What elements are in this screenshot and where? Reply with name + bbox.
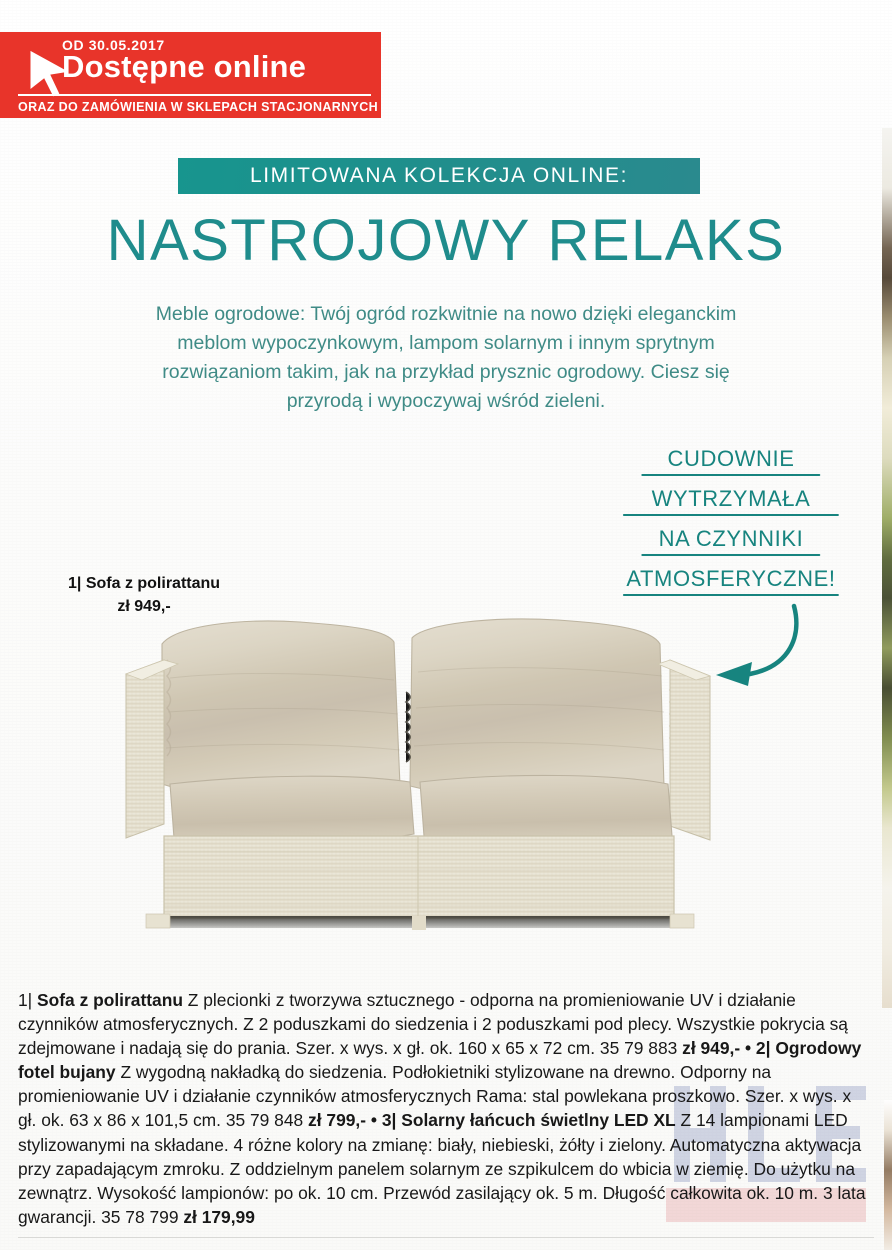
banner-main-label: Dostępne online: [62, 49, 307, 84]
product-caption-price: zł 949,-: [117, 598, 171, 616]
product-caption-name: 1| Sofa z polirattanu: [68, 575, 221, 592]
desc-3-index: 3|: [381, 1110, 397, 1131]
collection-bar: [178, 158, 700, 194]
right-edge-photo-bleed-lower: [884, 1100, 892, 1250]
desc-2-name: Ogrodowy fotel bujany: [18, 1038, 862, 1083]
callout-line-2: WYTRZYMAŁA: [616, 488, 846, 516]
bottom-divider: [18, 1237, 874, 1238]
callout-line-4: ATMOSFERYCZNE!: [616, 568, 846, 596]
desc-3-price: zł 179,99: [183, 1206, 255, 1227]
desc-3-body: Z 14 lampionami LED stylizowanymi na składane. 4 różne kolory na zmianę: biały, niebieski, żółty i zielony. Automatyczna aktywacja przy zapadającym zmroku. Z oddzielnym panelem solarnym ze szpikulcem do wbicia w ziemię. Do użytku na zewnątrz. Wysokość lampionów: po ok. 10 cm. Przewód zasilający ok. 5 m. Długość całkowita ok. 10 m. 3 lata gwarancji. 35 78 799: [18, 1110, 866, 1227]
banner-from-date: OD 30.05.2017: [62, 37, 165, 53]
desc-2-index: 2|: [755, 1038, 771, 1059]
desc-sep-1: •: [744, 1038, 752, 1059]
callout-line-3: NA CZYNNIKI: [616, 528, 846, 556]
desc-3-name: Solarny łańcuch świetlny LED XL: [401, 1110, 676, 1131]
banner-sub-label: ORAZ DO ZAMÓWIENIA W SKLEPACH STACJONARNYCH: [18, 100, 378, 114]
product-description-block: [18, 988, 874, 1229]
desc-1-body: Z plecionki z tworzywa sztucznego - odporna na promieniowanie UV i działanie czynników atmosferycznych. Z 2 poduszkami do siedzenia i 2 poduszkami pod plecy. Wszystkie pokrycia są zdejmowane i nadają się do prania. Szer. x wys. x gł. ok. 160 x 65 x 72 cm. 35 79 883: [18, 990, 848, 1059]
sofa-polirattan-photo: [118, 608, 718, 938]
page-title: NASTROJOWY RELAKS: [106, 208, 786, 273]
desc-1-price: zł 949,-: [682, 1038, 741, 1059]
desc-1-name: Sofa z polirattanu: [37, 990, 183, 1010]
feature-callout: [616, 448, 846, 608]
availability-banner: [0, 32, 381, 118]
callout-line-1: CUDOWNIE: [616, 448, 846, 476]
desc-2-price: zł 799,-: [308, 1110, 367, 1131]
desc-sep-2: •: [370, 1110, 377, 1131]
collection-bar-label: LIMITOWANA KOLEKCJA ONLINE:: [249, 164, 629, 187]
banner-divider: [18, 94, 371, 96]
desc-2-body: Z wygodną nakładką do siedzenia. Podłokietniki stylizowane na drewno. Odporny na promieniowanie UV i działanie czynników atmosferycznych Rama: stal powlekana proszkowo. Szer. x wys. x gł. ok. 63 x 86 x 101,5 cm. 35 79 848: [18, 1062, 852, 1131]
desc-1-index: 1|: [18, 990, 33, 1010]
intro-paragraph: Meble ogrodowe: Twój ogród rozkwitnie na nowo dzięki eleganckim meblom wypoczynkowym, lampom solarnym i innym sprytnym rozwiązaniom takim, jak na przykład prysznic ogrodowy. Ciesz się przyrodą i wypoczywaj wśród zieleni.: [155, 303, 737, 412]
